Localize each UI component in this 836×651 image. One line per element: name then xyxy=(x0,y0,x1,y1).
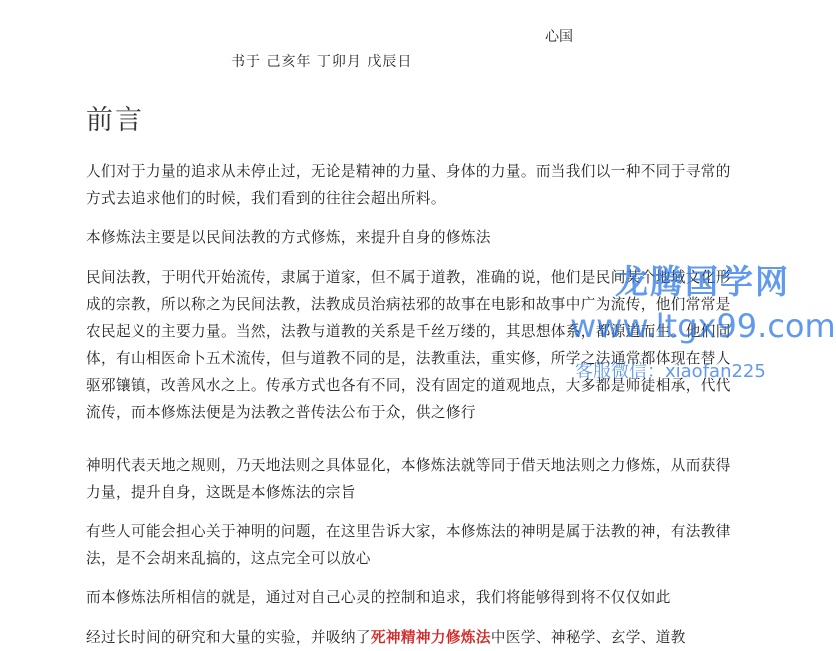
watermark-site: www.ltgx99.com xyxy=(570,307,836,345)
research-text-before: 经过长时间的研究和大量的实验，并吸纳了 xyxy=(86,629,371,646)
research-text-after: 中医学、神秘学、玄学、道教 xyxy=(490,629,686,646)
page-title: 前言 xyxy=(86,105,144,136)
paragraph-purpose: 本修炼法主要是以民间法教的方式修炼，来提升自身的修炼法 xyxy=(86,229,491,246)
paragraph-research xyxy=(86,624,736,651)
date-line: 书于 己亥年 丁卯月 戊辰日 xyxy=(231,54,413,70)
highlight-link[interactable]: 死神精神力修炼法 xyxy=(370,629,491,646)
paragraph-folk-religion: 民间法教，于明代开始流传，隶属于道家，但不属于道教，准确的说，他们是民间某个地域文化形成的宗教，所以称之为民间法教，法教成员治病祛邪的故事在电影和故事中广为流传，他们常常是农民起义的主要力量。当然，法教与道教的关系是千丝万缕的，其思想体系，都源道而生。他们同体，有山相医命卜五术流传，但与道教不同的是，法教重法，重实修，所学之法通常都体现在替人驱邪镶镇，改善风水之上。传承方式也各有不同，没有固定的道观地点，大多都是师徒相承，代代流传，而本修炼法便是为法教之普传法公布于众，供之修行 xyxy=(86,269,731,421)
paragraph-belief: 而本修炼法所相信的就是，通过对自己心灵的控制和追求，我们将能够得到将不仅仅如此 xyxy=(86,589,671,606)
paragraph-intro: 人们对于力量的追求从未停止过，无论是精神的力量、身体的力量。而当我们以一种不同于寻常的方式去追求他们的时候，我们看到的往往会超出所料。 xyxy=(86,163,731,207)
paragraph-deities: 神明代表天地之规则，乃天地法则之具体显化，本修炼法就等同于借天地法则之力修炼，从而获得力量，提升自身，这既是本修炼法的宗旨 xyxy=(86,457,731,501)
author-name: 心国 xyxy=(545,29,573,45)
watermark-wechat: 客服微信：xiaofan225 xyxy=(575,361,766,382)
paragraph-concerns: 有些人可能会担心关于神明的问题，在这里告诉大家，本修炼法的神明是属于法教的神，有法教律法，是不会胡来乱搞的，这点完全可以放心 xyxy=(86,523,731,567)
watermark-title: 龙腾国学网 xyxy=(615,262,790,301)
